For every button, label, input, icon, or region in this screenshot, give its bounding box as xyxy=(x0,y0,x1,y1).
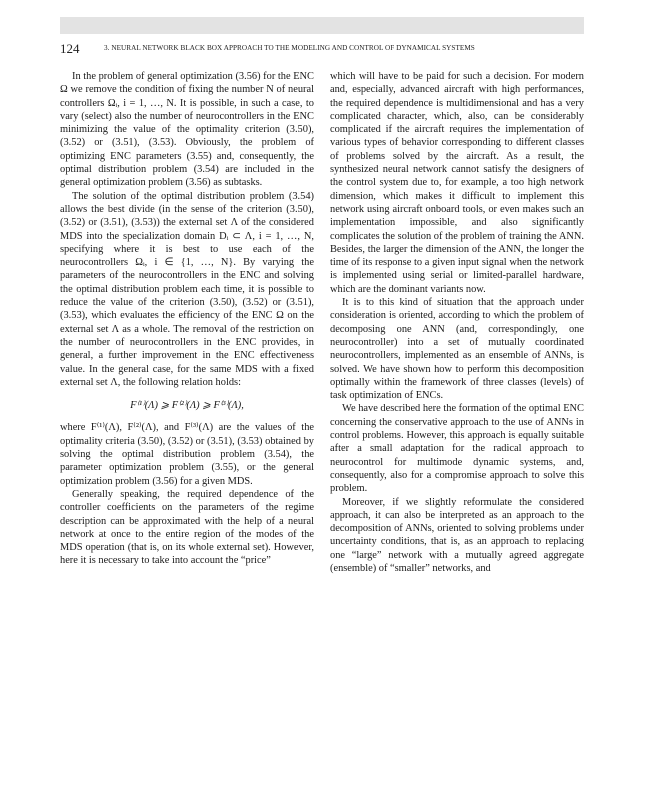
paragraph-conservative-approach: We have described here the formation of the optimal ENC concerning the conservative approach to the use of ANNs in control problems. However, this approach is equally suitable after a small adaptation for the radical approach to neurocontrol for multimode dynamic systems, and, consequently, also for a compromise approach to solve this problem. xyxy=(330,403,584,495)
paragraph-decomposition-approach: It is to this kind of situation that the approach under consideration is oriented, according to which the problem of decomposing one ANN (and, correspondingly, one neurocontroller) into a set of mutually coordinated neurocontrollers, implemented as an ensemble of ANNs, is solved. We have shown how to perform this decomposition optimally within the framework of three classes (levels) of task optimization of ENCs. xyxy=(330,297,584,402)
paragraph-optimal-distribution: The solution of the optimal distribution problem (3.54) allows the best divide (in the sense of the criterion (3.50), (3.52) or (3.51), (3.53)) the external set Λ of the considered MDS into the specialization domain Dᵢ ⊂ Λ, i = 1, …, N, specifying where it is best to use each of the neurocontrollers Ωᵢ, i ∈ {1, …, N}. By varying the parameters of the neurocontrollers in the ENC and solving the optimal distribution problem each time, it is possible to reduce the value of the criterion (3.50), (3.52) or (3.51), (3.53), which evaluates the efficiency of the ENC Ω on the external set Λ as a whole. The removal of the restriction on the number of neurocontrollers in the ENC provides, in general, a further improvement in the ENC effectiveness value. In the general case, for the same MDS with a fixed external set Λ, the following relation holds: xyxy=(60,190,314,388)
top-gray-bar xyxy=(60,17,584,34)
paragraph-criteria-definition: where F⁽¹⁾(Λ), F⁽²⁾(Λ), and F⁽³⁾(Λ) are the values of the optimality criteria (3.50), (3.52) or (3.51), (3.53) obtained by solving the optimal distribution problem (3.54), the parameter optimization problem (3.55), or the general optimization problem (3.56) for a given MDS. xyxy=(60,422,314,487)
page-header xyxy=(60,41,584,55)
page-number: 124 xyxy=(60,41,80,56)
equation-criteria-relation: F⁽¹⁾(Λ) ⩾ F⁽²⁾(Λ) ⩾ F⁽³⁾(Λ), xyxy=(130,400,244,412)
running-title: 3. NEURAL NETWORK BLACK BOX APPROACH TO THE MODELING AND CONTROL OF DYNAMICAL SYSTEMS xyxy=(104,44,475,52)
right-column xyxy=(330,70,584,575)
paragraph-general-optimization: In the problem of general optimization (3.56) for the ENC Ω we remove the condition of fixing the number N of neural controllers Ωᵢ, i = 1, …, N. It is possible, in such a case, to vary (select) also the number of neurocontrollers in the ENC minimizing the value of the optimality criterion (3.50), (3.52) or (3.51), (3.53). Obviously, the problem of optimizing ENC parameters (3.55) and, consequently, the optimal distribution problem (3.54) are included in the general optimization problem (3.56) as subtasks. xyxy=(60,71,314,189)
paragraph-required-dependence: Generally speaking, the required dependence of the controller coefficients on the parameters of the regime description can be approximated with the help of a neural network at once to the entire region of the modes of the MDS operation (that is, on its whole external set). However, here it is necessary to take into account the “price” xyxy=(60,488,314,567)
left-column xyxy=(60,70,314,568)
paragraph-reformulation: Moreover, if we slightly reformulate the considered approach, it can also be interpreted as an approach to the decomposition of ANNs, oriented to solving problems under uncertainty conditions, that is, as an approach to replacing one “large” network with a mutually agreed aggregate (ensemble) of “smaller” networks, and xyxy=(330,496,584,574)
paragraph-price-continuation: which will have to be paid for such a decision. For modern and, especially, advanced aircraft with high performances, the required dependence is multidimensional and has a very complicated character, which, also, can be considerably complicated if the aircraft requires the implementation of various types of behavior corresponding to different classes of problems solved by the aircraft. As a result, the synthesized neural network cannot satisfy the designers of the control system due to, for example, a too high network dimension, which makes it difficult to implement this network using aircraft onboard tools, or even makes such an implementation impossible, and also significantly complicates the solution of the problem of training the ANN. Besides, the larger the dimension of the ANN, the longer the time of its response to a given input signal when the network is implemented using serial or limited-parallel hardware, which are the dominant variants now. xyxy=(330,71,584,295)
